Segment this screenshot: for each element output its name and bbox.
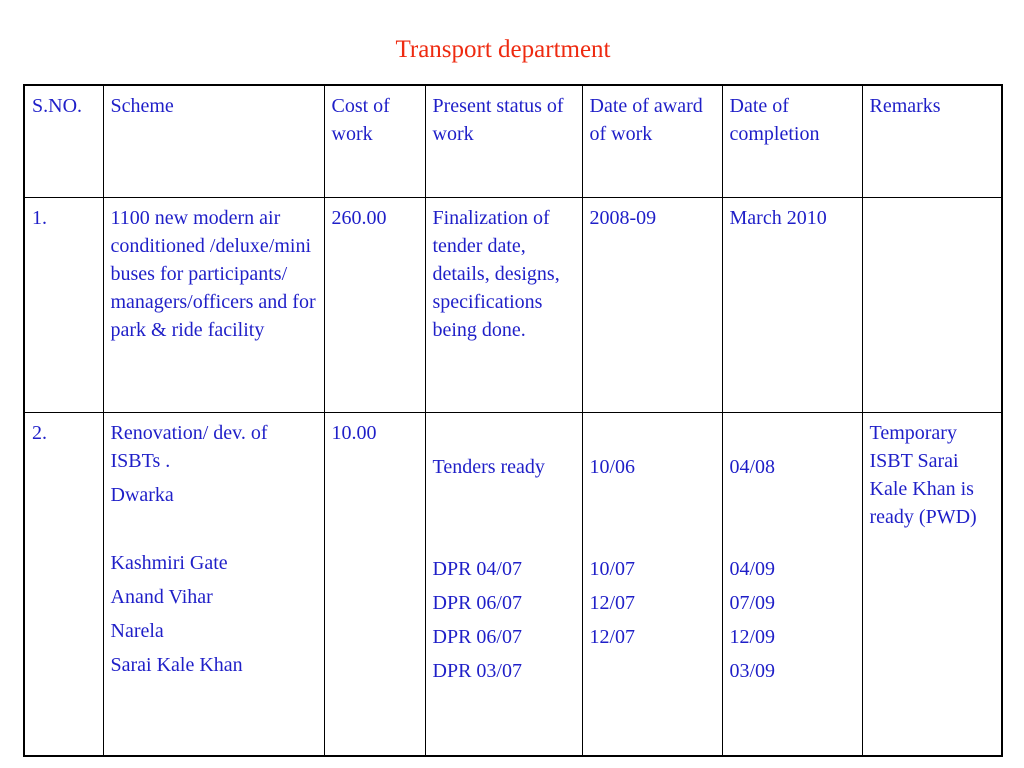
row-2-cost: 10.00 xyxy=(324,412,425,756)
header-cost: Cost of work xyxy=(324,85,425,197)
row-1-remarks xyxy=(862,197,1002,412)
status-line: DPR 04/07 xyxy=(432,557,522,580)
row-1-sno: 1. xyxy=(24,197,103,412)
completion-line: 12/09 xyxy=(729,625,776,648)
row-2-remarks: Temporary ISBT Sarai Kale Khan is ready (PWD) xyxy=(862,412,1002,756)
completion-line: 04/08 xyxy=(729,455,776,478)
status-line: DPR 06/07 xyxy=(432,591,522,614)
award-line: 12/07 xyxy=(589,591,636,614)
row-1-scheme: 1100 new modern air conditioned /deluxe/mini buses for participants/ managers/officers and for park & ride facility xyxy=(103,197,324,412)
completion-line: 03/09 xyxy=(729,659,776,682)
row-2-award xyxy=(582,412,722,756)
header-sno: S.NO. xyxy=(24,85,103,197)
transport-table xyxy=(23,84,1003,757)
header-row xyxy=(24,85,1002,197)
row-2-sno: 2. xyxy=(24,412,103,756)
award-line: 12/07 xyxy=(589,625,636,648)
scheme-line: Sarai Kale Khan xyxy=(110,653,243,676)
header-award: Date of award of work xyxy=(582,85,722,197)
header-completion: Date of completion xyxy=(722,85,862,197)
scheme-line: Dwarka xyxy=(110,483,174,506)
table-row xyxy=(24,412,1002,756)
scheme-line: Renovation/ dev. of ISBTs . xyxy=(110,421,268,472)
row-2-scheme xyxy=(103,412,324,756)
table-row xyxy=(24,197,1002,412)
scheme-line: Kashmiri Gate xyxy=(110,551,228,574)
row-1-award: 2008-09 xyxy=(582,197,722,412)
header-status: Present status of work xyxy=(425,85,582,197)
row-2-completion xyxy=(722,412,862,756)
status-line: DPR 06/07 xyxy=(432,625,522,648)
row-2-status xyxy=(425,412,582,756)
status-line: Tenders ready xyxy=(432,455,545,478)
award-line: 10/07 xyxy=(589,557,636,580)
page-title: Transport department xyxy=(395,36,611,63)
header-scheme: Scheme xyxy=(103,85,324,197)
header-remarks: Remarks xyxy=(862,85,1002,197)
completion-line: 07/09 xyxy=(729,591,776,614)
row-1-status: Finalization of tender date, details, designs, specifications being done. xyxy=(425,197,582,412)
row-1-completion: March 2010 xyxy=(722,197,862,412)
scheme-line: Narela xyxy=(110,619,164,642)
row-1-cost: 260.00 xyxy=(324,197,425,412)
scheme-line: Anand Vihar xyxy=(110,585,213,608)
status-line: DPR 03/07 xyxy=(432,659,522,682)
award-line: 10/06 xyxy=(589,455,636,478)
completion-line: 04/09 xyxy=(729,557,776,580)
